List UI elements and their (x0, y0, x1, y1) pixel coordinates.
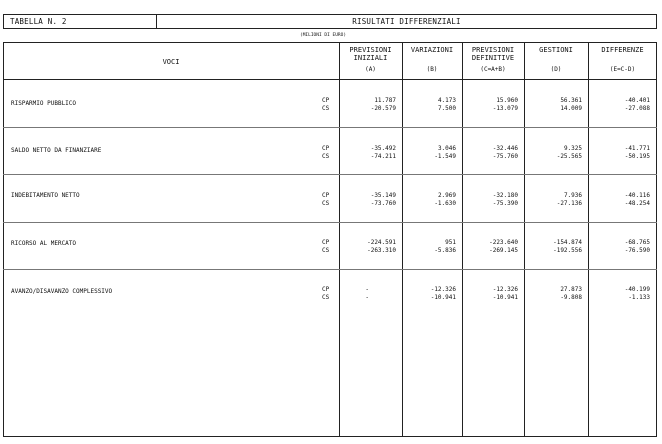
cp-cs-codes: CP CS (322, 145, 330, 160)
cell-c: -223.640 -269.145 (489, 239, 518, 254)
cp-cs-codes: CP CS (322, 239, 330, 254)
cell-d: 27.873 -9.808 (560, 286, 582, 301)
cell-a: - - (365, 286, 369, 301)
cell-b: 951 -5.836 (434, 239, 456, 254)
title-box (156, 14, 657, 29)
cell-a: -35.149 -73.760 (370, 192, 396, 207)
cell-d: -154.874 -192.556 (553, 239, 582, 254)
row-separator (3, 127, 657, 128)
row-separator (3, 174, 657, 175)
cell-d: 7.936 -27.136 (556, 192, 582, 207)
row-label: RICORSO AL MERCATO (11, 240, 77, 247)
col-header-differenze: DIFFERENZE (E=C-D) (601, 46, 644, 73)
cell-c: -12.326 -10.941 (492, 286, 518, 301)
row-separator (3, 222, 657, 223)
col-header-previsioni-definitive: PREVISIONI DEFINITIVE (C=A+B) (471, 46, 515, 73)
cell-d: 9.325 -25.565 (556, 145, 582, 160)
table-title: RISULTATI DIFFERENZIALI (352, 17, 461, 26)
cell-c: 15.960 -13.079 (492, 97, 518, 112)
row-label: AVANZO/DISAVANZO COMPLESSIVO (11, 288, 113, 295)
cell-b: 4.173 7.500 (437, 97, 456, 112)
cp-cs-codes: CP CS (322, 286, 330, 301)
cell-e: -41.771 -50.195 (624, 145, 650, 160)
cell-e: -40.199 -1.133 (624, 286, 650, 301)
cp-cs-codes: CP CS (322, 192, 330, 207)
table-number-box (3, 14, 157, 29)
col-header-voci: VOCI (162, 58, 180, 66)
cell-c: -32.180 -75.390 (492, 192, 518, 207)
cell-b: 3.046 -1.549 (434, 145, 456, 160)
cell-a: -224.591 -263.310 (367, 239, 396, 254)
row-label: INDEBITAMENTO NETTO (11, 192, 80, 199)
col-header-previsioni-iniziali: PREVISIONI INIZIALI (A) (349, 46, 392, 73)
units-note: (MILIONI DI EURO) (300, 33, 347, 38)
cp-cs-codes: CP CS (322, 97, 330, 112)
cell-b: 2.969 -1.630 (434, 192, 456, 207)
cell-e: -68.765 -76.590 (624, 239, 650, 254)
cell-e: -40.401 -27.088 (624, 97, 650, 112)
cell-b: -12.326 -10.941 (430, 286, 456, 301)
cell-d: 56.361 14.009 (560, 97, 582, 112)
cell-a: -35.492 -74.211 (370, 145, 396, 160)
cell-a: 11.787 -20.579 (370, 97, 396, 112)
row-label: SALDO NETTO DA FINANZIARE (11, 147, 102, 154)
col-header-variazioni: VARIAZIONI (B) (410, 46, 454, 73)
cell-c: -32.446 -75.760 (492, 145, 518, 160)
row-label: RISPARMIO PUBBLICO (11, 100, 77, 107)
col-header-gestioni: GESTIONI (D) (539, 46, 573, 73)
cell-e: -40.116 -48.254 (624, 192, 650, 207)
header-separator (3, 79, 657, 80)
table-number: TABELLA N. 2 (10, 17, 67, 26)
row-separator (3, 269, 657, 270)
